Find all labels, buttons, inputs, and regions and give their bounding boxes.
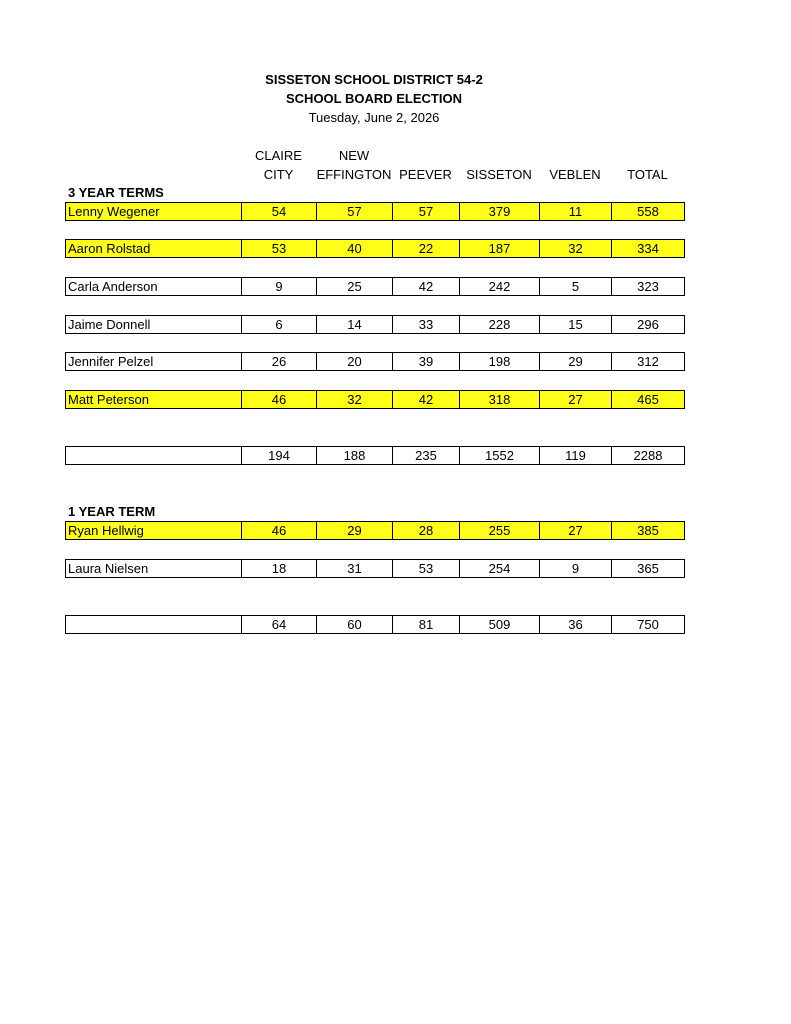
- vote-count-cell: 465: [612, 391, 685, 409]
- candidate-name: Laura Nielsen: [66, 560, 242, 578]
- totals-label-cell: [66, 616, 242, 634]
- column-header-veblen: VEBLEN: [549, 167, 601, 182]
- vote-count-cell: 42: [393, 391, 460, 409]
- election-title: SCHOOL BOARD ELECTION: [286, 91, 462, 106]
- election-date: Tuesday, June 2, 2026: [308, 110, 440, 125]
- total-cell: 2288: [612, 447, 685, 465]
- vote-count-cell: 22: [393, 240, 460, 258]
- vote-count-cell: 26: [242, 353, 317, 371]
- candidate-row: [65, 277, 685, 296]
- vote-count-cell: 228: [460, 316, 540, 334]
- candidate-row: [65, 559, 685, 578]
- vote-count-cell: 20: [317, 353, 393, 371]
- vote-count-cell: 385: [612, 522, 685, 540]
- candidate-row: [65, 352, 685, 371]
- vote-count-cell: 46: [242, 391, 317, 409]
- vote-count-cell: 9: [242, 278, 317, 296]
- vote-count-cell: 9: [540, 560, 612, 578]
- vote-count-cell: 379: [460, 203, 540, 221]
- total-cell: 188: [317, 447, 393, 465]
- totals-label-cell: [66, 447, 242, 465]
- vote-count-cell: 42: [393, 278, 460, 296]
- candidate-row: [65, 521, 685, 540]
- total-cell: 119: [540, 447, 612, 465]
- total-cell: 81: [393, 616, 460, 634]
- vote-count-cell: 242: [460, 278, 540, 296]
- vote-count-cell: 296: [612, 316, 685, 334]
- vote-count-cell: 53: [242, 240, 317, 258]
- vote-count-cell: 318: [460, 391, 540, 409]
- candidate-name: Jennifer Pelzel: [66, 353, 242, 371]
- vote-count-cell: 32: [317, 391, 393, 409]
- candidate-name: Jaime Donnell: [66, 316, 242, 334]
- vote-count-cell: 57: [393, 203, 460, 221]
- candidate-name: Carla Anderson: [66, 278, 242, 296]
- candidate-name: Matt Peterson: [66, 391, 242, 409]
- candidate-row: [65, 315, 685, 334]
- vote-count-cell: 254: [460, 560, 540, 578]
- vote-count-cell: 6: [242, 316, 317, 334]
- column-header-total: TOTAL: [627, 167, 668, 182]
- total-cell: 750: [612, 616, 685, 634]
- vote-count-cell: 31: [317, 560, 393, 578]
- vote-count-cell: 27: [540, 522, 612, 540]
- section-label-1-year: 1 YEAR TERM: [68, 504, 156, 519]
- section-label-3-year: 3 YEAR TERMS: [68, 185, 164, 200]
- vote-count-cell: 198: [460, 353, 540, 371]
- totals-row-1-year: [65, 615, 685, 634]
- vote-count-cell: 5: [540, 278, 612, 296]
- column-header-claire-city: CLAIRE CITY: [255, 148, 302, 182]
- column-header-new-effington: NEW EFFINGTON: [316, 148, 392, 182]
- vote-count-cell: 255: [460, 522, 540, 540]
- district-title: SISSETON SCHOOL DISTRICT 54-2: [265, 72, 483, 87]
- vote-count-cell: 29: [540, 353, 612, 371]
- vote-count-cell: 15: [540, 316, 612, 334]
- candidate-name: Aaron Rolstad: [66, 240, 242, 258]
- vote-count-cell: 323: [612, 278, 685, 296]
- vote-count-cell: 39: [393, 353, 460, 371]
- column-header-sisseton: SISSETON: [466, 167, 532, 182]
- vote-count-cell: 14: [317, 316, 393, 334]
- vote-count-cell: 33: [393, 316, 460, 334]
- vote-count-cell: 18: [242, 560, 317, 578]
- total-cell: 194: [242, 447, 317, 465]
- candidate-row: [65, 239, 685, 258]
- total-cell: 235: [393, 447, 460, 465]
- total-cell: 509: [460, 616, 540, 634]
- vote-count-cell: 32: [540, 240, 612, 258]
- vote-count-cell: 40: [317, 240, 393, 258]
- vote-count-cell: 312: [612, 353, 685, 371]
- vote-count-cell: 187: [460, 240, 540, 258]
- total-cell: 60: [317, 616, 393, 634]
- candidate-row: [65, 390, 685, 409]
- column-header-peever: PEEVER: [399, 167, 452, 182]
- vote-count-cell: 46: [242, 522, 317, 540]
- vote-count-cell: 54: [242, 203, 317, 221]
- vote-count-cell: 11: [540, 203, 612, 221]
- vote-count-cell: 29: [317, 522, 393, 540]
- vote-count-cell: 28: [393, 522, 460, 540]
- total-cell: 36: [540, 616, 612, 634]
- vote-count-cell: 334: [612, 240, 685, 258]
- candidate-name: Lenny Wegener: [66, 203, 242, 221]
- candidate-row: [65, 202, 685, 221]
- total-cell: 1552: [460, 447, 540, 465]
- vote-count-cell: 57: [317, 203, 393, 221]
- total-cell: 64: [242, 616, 317, 634]
- vote-count-cell: 27: [540, 391, 612, 409]
- vote-count-cell: 558: [612, 203, 685, 221]
- candidate-name: Ryan Hellwig: [66, 522, 242, 540]
- totals-row-3-year: [65, 446, 685, 465]
- vote-count-cell: 53: [393, 560, 460, 578]
- vote-count-cell: 365: [612, 560, 685, 578]
- vote-count-cell: 25: [317, 278, 393, 296]
